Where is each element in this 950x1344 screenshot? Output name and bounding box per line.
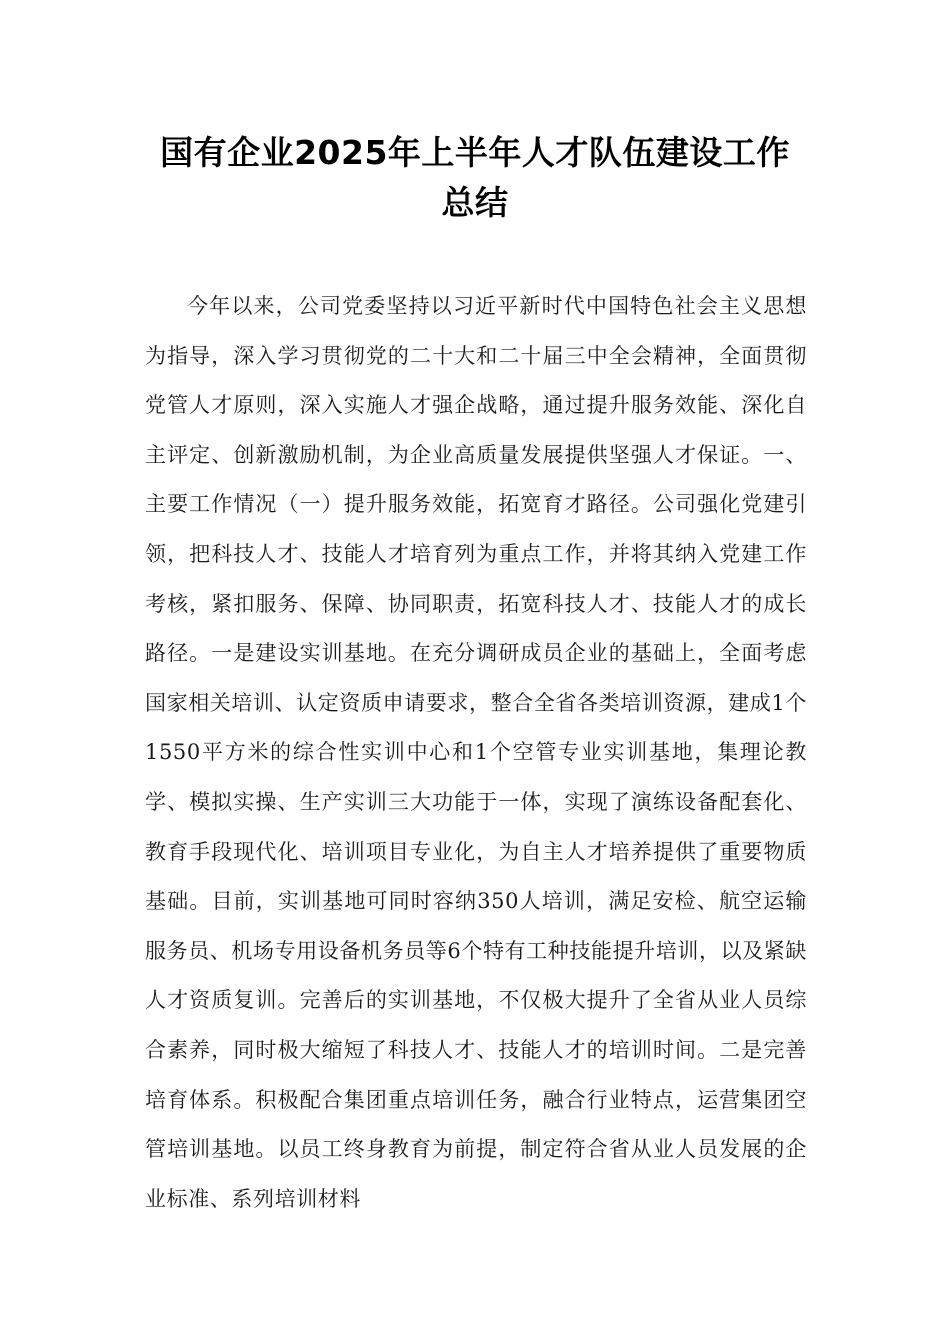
title-line-1: 国有企业2025年上半年人才队伍建设工作 [160,133,790,172]
document-title [130,128,820,228]
body-paragraph: 今年以来，公司党委坚持以习近平新时代中国特色社会主义思想为指导，深入学习贯彻党的二十大和二十届三中全会精神，全面贯彻党管人才原则，深入实施人才强企战略，通过提升服务效能、深化自主评定、创新激励机制，为企业高质量发展提供坚强人才保证。一、主要工作情况（一）提升服务效能，拓宽育才路径。公司强化党建引领，把科技人才、技能人才培育列为重点工作，并将其纳入党建工作考核，紧扣服务、保障、协同职责，拓宽科技人才、技能人才的成长路径。一是建设实训基地。在充分调研成员企业的基础上，全面考虑国家相关培训、认定资质申请要求，整合全省各类培训资源，建成1个1550平方米的综合性实训中心和1个空管专业实训基地，集理论教学、模拟实操、生产实训三大功能于一体，实现了演练设备配套化、教育手段现代化、培训项目专业化，为自主人才培养提供了重要物质基础。目前，实训基地可同时容纳350人培训，满足安检、航空运输服务员、机场专用设备机务员等6个特有工种技能提升培训，以及紧缺人才资质复训。完善后的实训基地，不仅极大提升了全省从业人员综合素养，同时极大缩短了科技人才、技能人才的培训时间。二是完善培育体系。积极配合集团重点培训任务，融合行业特点，运营集团空管培训基地。以员工终身教育为前提，制定符合省从业人员发展的企业标准、系列培训材料 [145,294,807,1211]
title-line-2: 总结 [441,183,509,222]
